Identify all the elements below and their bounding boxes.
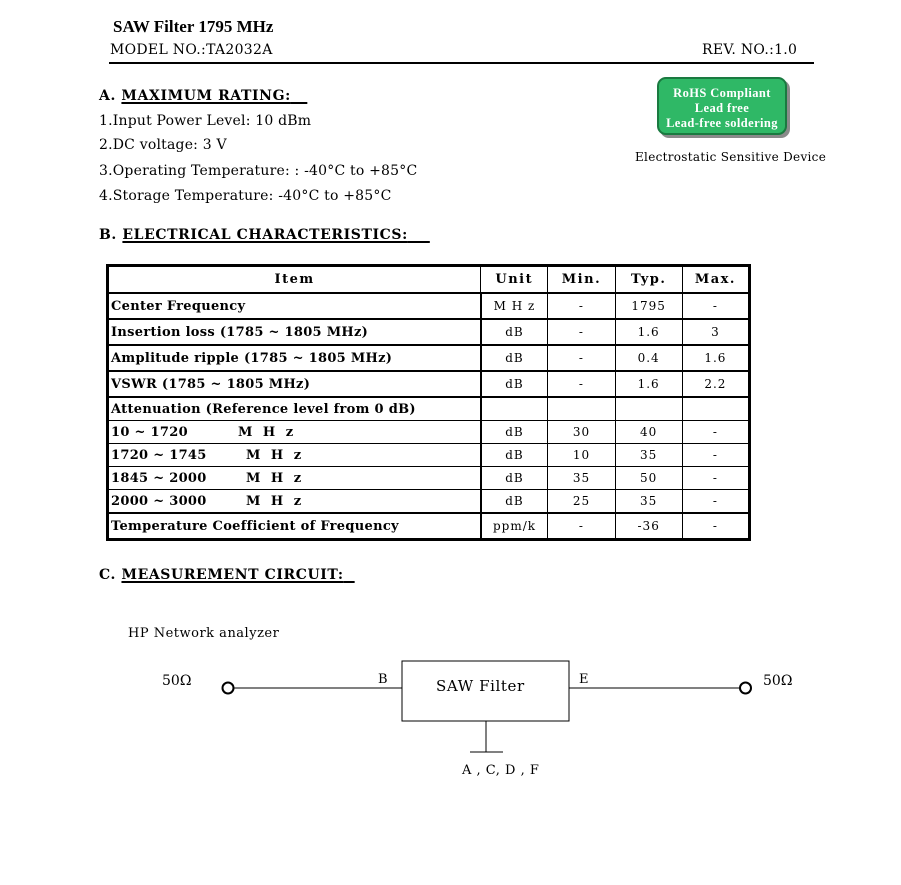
input-impedance: 50Ω [162, 673, 192, 689]
cell-min: - [548, 319, 615, 345]
section-c-letter: C. [99, 567, 116, 583]
cell-item: VSWR (1785 ~ 1805 MHz) [108, 371, 481, 397]
model-number: MODEL NO.:TA2032A [110, 42, 273, 58]
rohs-line: RoHS Compliant [673, 86, 771, 100]
cell-typ: 1795 [615, 293, 682, 319]
attenuation-range: 10 ~ 1720 [111, 424, 188, 440]
esd-notice: Electrostatic Sensitive Device [635, 150, 827, 164]
input-terminal [223, 683, 234, 694]
cell-unit: ppm/k [481, 513, 548, 540]
analyzer-label: HP Network analyzer [128, 626, 280, 641]
cell-max: 2.2 [682, 371, 749, 397]
cell-unit: dB [481, 319, 548, 345]
cell-max: 1.6 [682, 345, 749, 371]
cell-typ: 40 [615, 421, 682, 444]
attenuation-freq-unit: M H z [246, 493, 305, 509]
revision-number: REV. NO.:1.0 [702, 42, 798, 58]
cell-min: 25 [548, 490, 615, 514]
section-a-title: MAXIMUM RATING: [121, 88, 291, 104]
section-b-title: ELECTRICAL CHARACTERISTICS: [122, 227, 408, 243]
rating-item: 2.DC voltage: 3 V [99, 137, 227, 153]
cell-item: Amplitude ripple (1785 ~ 1805 MHz) [108, 345, 481, 371]
document-title: SAW Filter 1795 MHz [113, 17, 274, 36]
cell-typ: 1.6 [615, 371, 682, 397]
rating-item: 1.Input Power Level: 10 dBm [99, 113, 312, 129]
attenuation-range: 2000 ~ 3000 [111, 493, 207, 509]
header-item: Item [108, 266, 481, 294]
output-pin-label: E [579, 672, 589, 687]
rating-item: 4.Storage Temperature: -40°C to +85°C [99, 188, 392, 204]
cell-typ: 0.4 [615, 345, 682, 371]
cell-max: - [682, 444, 749, 467]
cell-max: 3 [682, 319, 749, 345]
cell-min: 30 [548, 421, 615, 444]
output-impedance: 50Ω [763, 673, 793, 689]
header-max: Max. [682, 266, 749, 294]
header-min: Min. [548, 266, 615, 294]
header-unit: Unit [481, 266, 548, 294]
attenuation-freq-unit: M H z [246, 470, 305, 486]
cell-unit: dB [481, 371, 548, 397]
cell-min: - [548, 293, 615, 319]
cell-item: Temperature Coefficient of Frequency [108, 513, 481, 540]
cell-unit: M H z [481, 293, 548, 319]
cell-max: - [682, 513, 749, 540]
rating-item: 3.Operating Temperature: : -40°C to +85°C [99, 163, 418, 179]
attenuation-freq-unit: M H z [238, 424, 297, 440]
cell-min: - [548, 513, 615, 540]
section-b-letter: B. [99, 227, 117, 243]
attenuation-freq-unit: M H z [246, 447, 305, 463]
section-a-letter: A. [99, 88, 116, 104]
cell-typ: 35 [615, 444, 682, 467]
cell-max: - [682, 293, 749, 319]
cell-item: Insertion loss (1785 ~ 1805 MHz) [108, 319, 481, 345]
cell-typ: 1.6 [615, 319, 682, 345]
cell-unit: dB [481, 490, 548, 514]
cell-item: Center Frequency [108, 293, 481, 319]
attenuation-range: 1845 ~ 2000 [111, 470, 207, 486]
attenuation-title: Attenuation (Reference level from 0 dB) [108, 397, 481, 421]
cell-unit: dB [481, 345, 548, 371]
cell-min: - [548, 345, 615, 371]
rohs-line: Lead free [694, 101, 750, 115]
ground-pins-label: A , C, D , F [462, 763, 540, 778]
cell-unit: dB [481, 444, 548, 467]
saw-filter-label: SAW Filter [436, 677, 525, 695]
cell-min: 35 [548, 467, 615, 490]
output-terminal [740, 683, 751, 694]
input-pin-label: B [378, 672, 388, 687]
cell-max: - [682, 467, 749, 490]
cell-unit: dB [481, 467, 548, 490]
cell-typ: -36 [615, 513, 682, 540]
header-typ: Typ. [615, 266, 682, 294]
section-c-title: MEASUREMENT CIRCUIT: [121, 567, 344, 583]
attenuation-range: 1720 ~ 1745 [111, 447, 207, 463]
cell-min: - [548, 371, 615, 397]
cell-unit: dB [481, 421, 548, 444]
cell-typ: 35 [615, 490, 682, 514]
rohs-line: Lead-free soldering [666, 116, 778, 130]
cell-max: - [682, 490, 749, 514]
cell-typ: 50 [615, 467, 682, 490]
cell-min: 10 [548, 444, 615, 467]
cell-max: - [682, 421, 749, 444]
